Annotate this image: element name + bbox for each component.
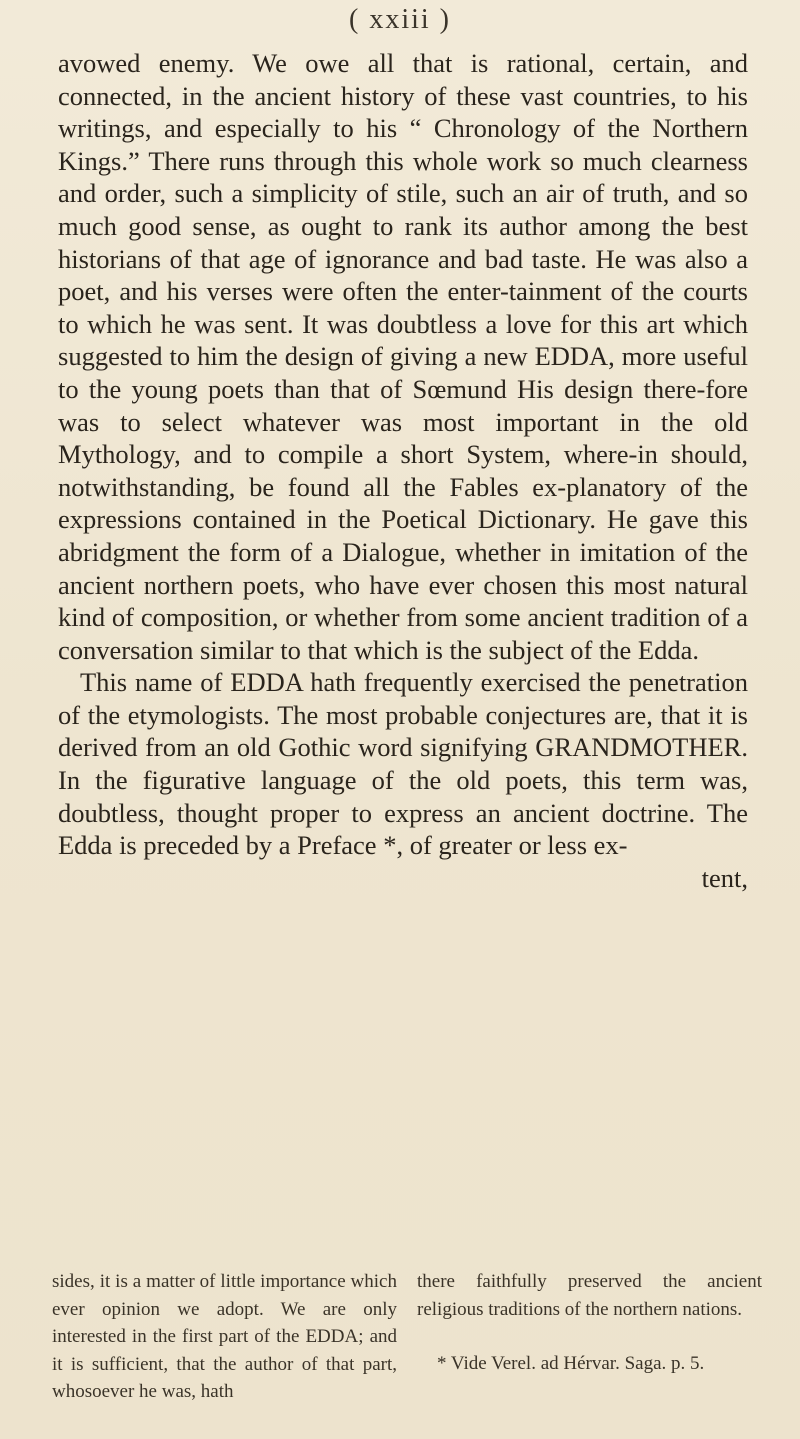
catchword: tent, <box>701 862 748 893</box>
footnote-right-column <box>417 1268 762 1406</box>
footnote-star: * Vide Verel. ad Hérvar. Saga. p. 5. <box>437 1353 705 1375</box>
paragraph: avowed enemy. We owe all that is rational, certain, and connected, in the ancient history of these vast countries, to his writings, and especially to his “ Chronology of the Northern Kings.” There runs through this whole work so much clearness and order, such a simplicity of stile, such an air of truth, and so much good sense, as ought to rank its author among the best historians of that age of ignorance and bad taste. He was also a poet, and his verses were often the enter-tainment of the courts to which he was sent. It was doubtless a love for this art which suggested to him the design of giving a new EDDA, more useful to the young poets than that of Sœmund His design there-fore was to select whatever was most important in the old Mythology, and to compile a short System, where-in should, notwithstanding, be found all the Fables ex-planatory of the expressions contained in the Poetical Dictionary. He gave this abridgment the form of a Dialogue, whether in imitation of the ancient northern poets, who have ever chosen this most natural kind of composition, or whether from some ancient tradition of a conversation similar to that which is the subject of the Edda. <box>58 48 748 665</box>
footnotes <box>52 1268 762 1406</box>
main-text <box>58 47 748 894</box>
footnote-left-column <box>52 1268 397 1406</box>
footnote-continuation: there faithfully preserved the ancient religious traditions of the northern nations. <box>417 1271 762 1320</box>
paragraph: This name of EDDA hath frequently exercised the penetration of the etymologists. The most probable conjectures are, that it is derived from an old Gothic word signifying GRANDMOTHER. In the figurative language of the old poets, this term was, doubtless, thought proper to express an ancient doctrine. The Edda is preceded by a Preface *, of greater or less ex- <box>58 667 748 861</box>
footnote-continuation: sides, it is a matter of little importance which ever opinion we adopt. We are only interested in the first part of the EDDA; and it is sufficient, that the author of that part, whosoever he was, hath <box>52 1271 397 1403</box>
page-number: ( xxiii ) <box>349 4 451 35</box>
